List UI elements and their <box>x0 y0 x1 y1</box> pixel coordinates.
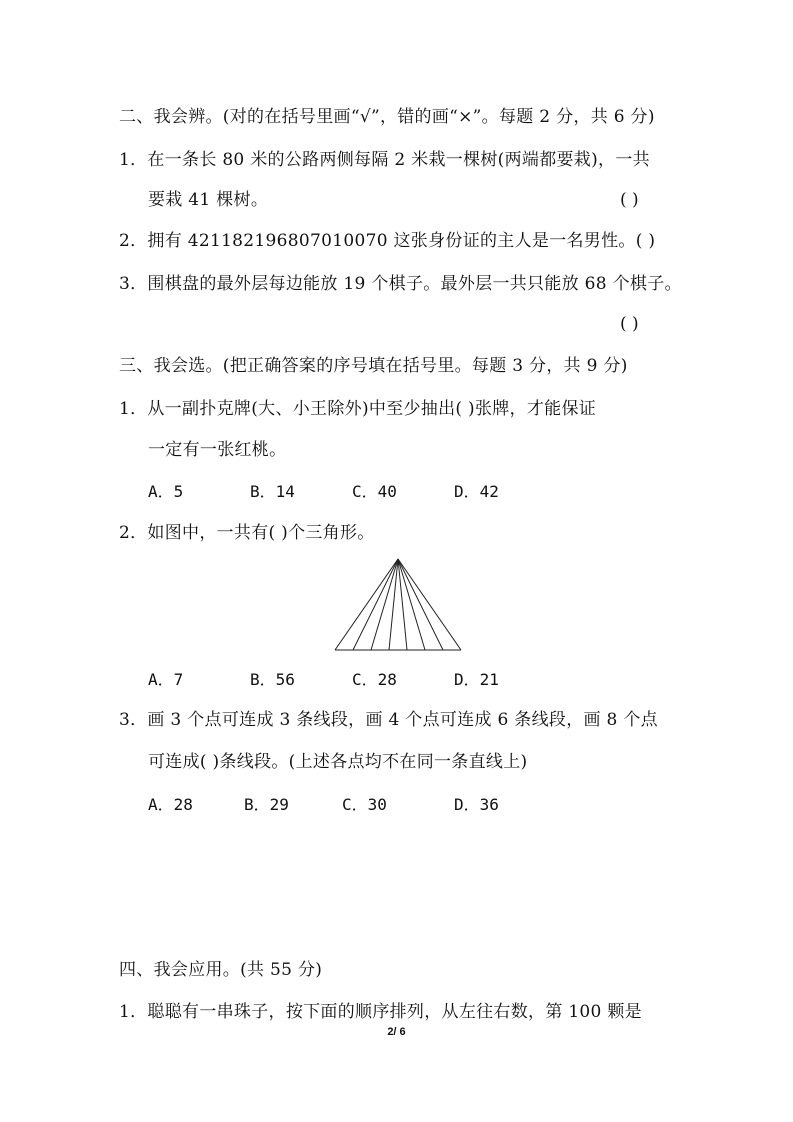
triangle-figure <box>333 557 463 653</box>
section3-q3-line2: 可连成( )条线段。(上述各点均不在同一条直线上) <box>148 752 528 772</box>
section3-q1-line2: 一定有一张红桃。 <box>148 440 287 460</box>
option-c[interactable]: C．28 <box>352 670 397 689</box>
section3-heading: 三、我会选。(把正确答案的序号填在括号里。每题 3 分，共 9 分) <box>119 356 628 376</box>
section2-q1-line2: 要栽 41 棵树。 <box>148 190 269 210</box>
section2-heading: 二、我会辨。(对的在括号里画“√”，错的画“×”。每题 2 分，共 6 分) <box>119 107 655 127</box>
option-d[interactable]: D．21 <box>454 670 499 689</box>
section3-q3-line1: 3．画 3 个点可连成 3 条线段，画 4 个点可连成 6 条线段，画 8 个点 <box>119 710 658 730</box>
option-a[interactable]: A．28 <box>148 795 193 814</box>
option-a[interactable]: A．7 <box>148 670 184 689</box>
section2-q1-answer-paren[interactable]: ( ) <box>620 190 639 210</box>
option-b[interactable]: B．29 <box>244 795 289 814</box>
section2-q3-line: 3．围棋盘的最外层每边能放 19 个棋子。最外层一共只能放 68 个棋子。 <box>119 274 682 294</box>
section4-q1-line1: 1．聪聪有一串珠子，按下面的顺序排列，从左往右数，第 100 颗是 <box>119 1002 642 1022</box>
option-d[interactable]: D．42 <box>454 482 499 501</box>
option-a[interactable]: A．5 <box>148 482 184 501</box>
option-b[interactable]: B．14 <box>250 482 295 501</box>
triangle-ray <box>335 559 398 650</box>
triangle-lines <box>335 559 461 650</box>
section3-q1-line1: 1．从一副扑克牌(大、小王除外)中至少抽出( )张牌，才能保证 <box>119 399 597 419</box>
page-number: 2/ 6 <box>387 1026 406 1038</box>
section2-q2-line: 2．拥有 421182196807010070 这张身份证的主人是一名男性。( ) <box>119 231 656 251</box>
option-c[interactable]: C．40 <box>352 482 397 501</box>
section3-q2-line: 2．如图中，一共有( )个三角形。 <box>119 523 375 543</box>
section2-q3-answer-paren[interactable]: ( ) <box>620 314 639 334</box>
section2-q1-line1: 1．在一条长 80 米的公路两侧每隔 2 米栽一棵树(两端都要栽)，一共 <box>119 150 650 170</box>
option-c[interactable]: C．30 <box>342 795 387 814</box>
section4-heading: 四、我会应用。(共 55 分) <box>119 960 323 980</box>
option-d[interactable]: D．36 <box>454 795 499 814</box>
option-b[interactable]: B．56 <box>250 670 295 689</box>
triangle-ray <box>398 559 461 650</box>
